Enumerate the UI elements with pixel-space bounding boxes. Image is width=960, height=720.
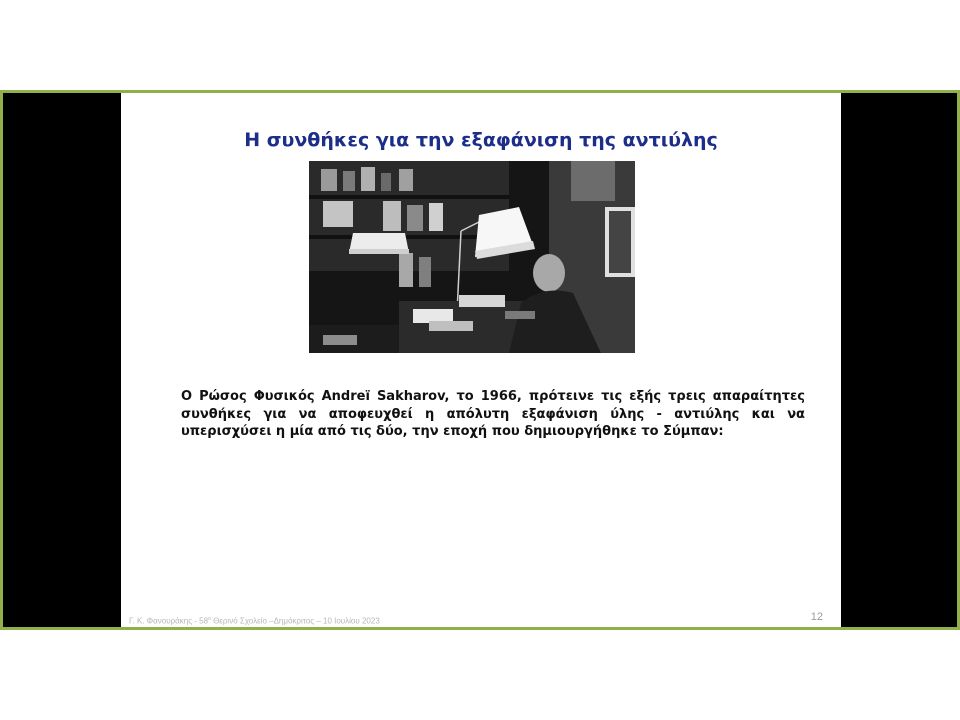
slide xyxy=(121,93,841,627)
presentation-frame xyxy=(0,90,960,630)
slide-footer xyxy=(129,616,380,626)
body-paragraph: Ο Ρώσος Φυσικός Andreï Sakharov, το 1966, πρότεινε τις εξής τρεις απαραίτητες συνθήκες για να αποφευχθεί η απόλυτη εξαφάνιση ύλης - αντιύλης και να υπερισχύσει η μία από τις δύο, την εποχή που δημιουργήθηκε το Σύμπαν: xyxy=(181,389,805,439)
page-number: 12 xyxy=(810,611,823,623)
slide-title: Η συνθήκες για την εξαφάνιση της αντιύλης xyxy=(244,129,718,151)
sakharov-photo xyxy=(309,161,635,353)
footer-ordinal: ο xyxy=(208,616,211,622)
footer-event: Θερινό Σχολείο –Δημόκριτος – 10 Ιουλίου 2023 xyxy=(210,616,380,626)
footer-author: Γ. Κ. Φανουράκης - 58 xyxy=(129,616,209,626)
